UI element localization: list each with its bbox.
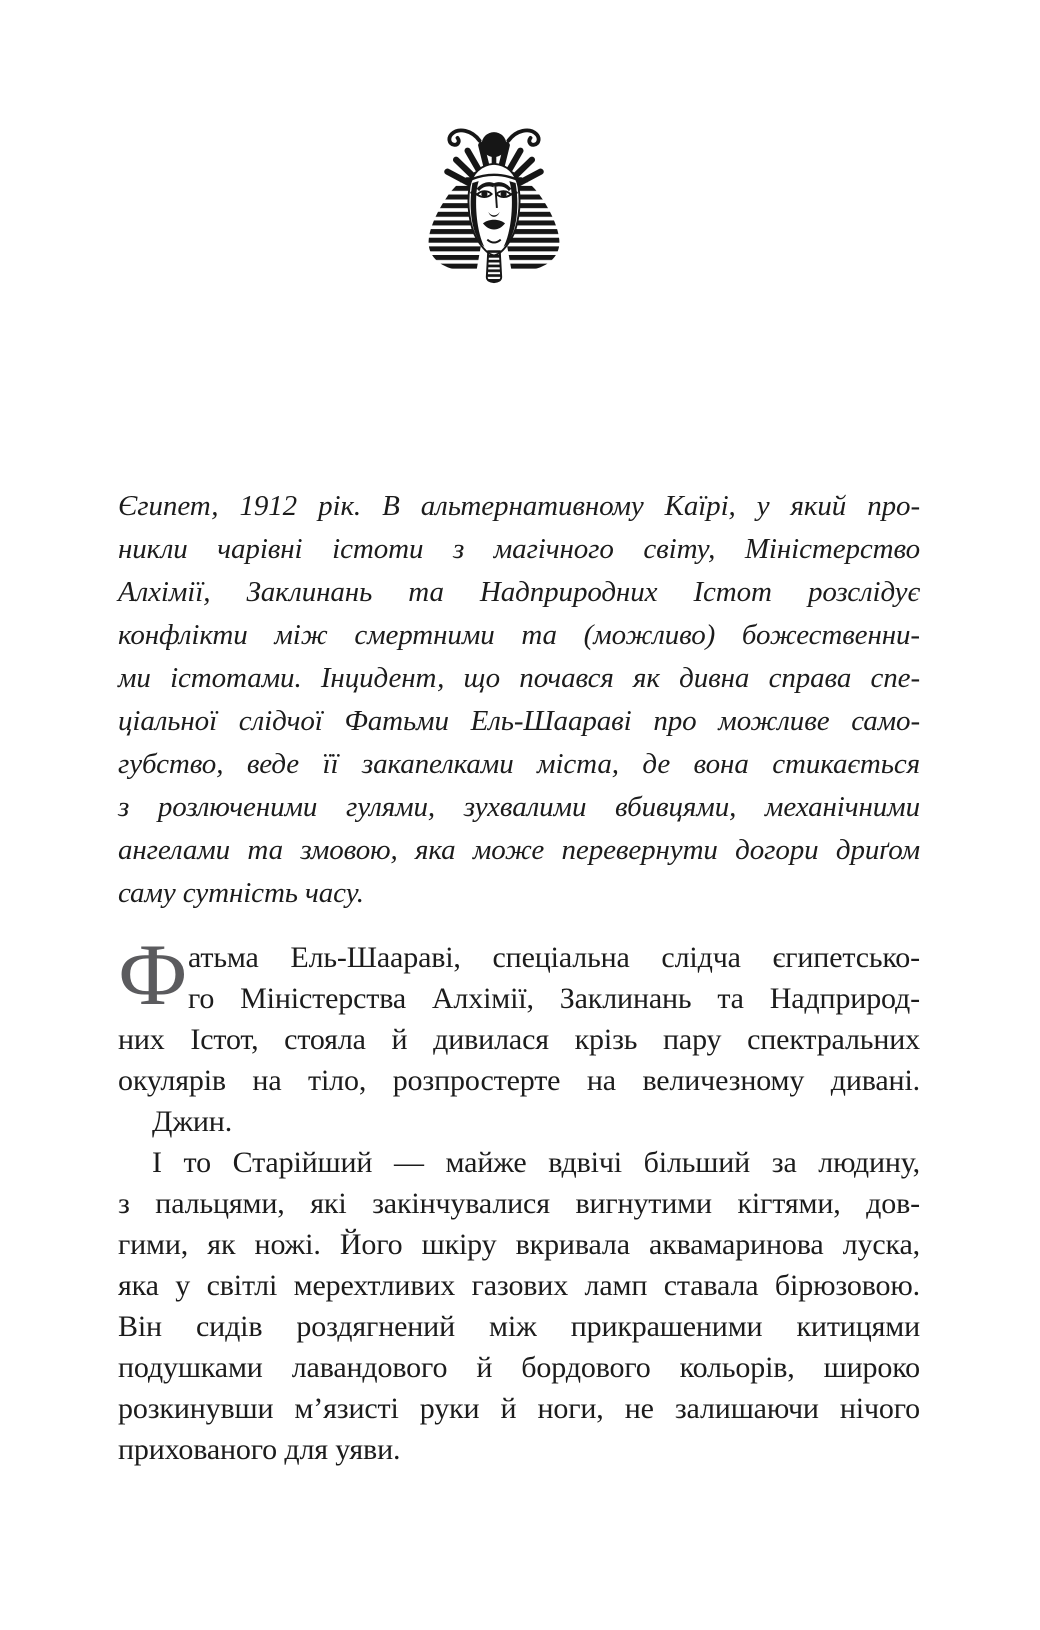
body-text-line: гими, як ножі. Його шкіру вкривала аквамаринова луска, [118,1228,920,1261]
body-text-line: го Міністерства Алхімії, Заклинань та Надприрод- [188,982,920,1015]
epigraph-line: никли чарівні істоти з магічного світу, Міністерство [118,533,920,565]
body-text-line: яка у світлі мерехтливих газових ламп ставала бірюзовою. [118,1269,920,1302]
body-text-line: І то Старійший — майже вдвічі більший за людину, [152,1146,920,1179]
epigraph-line: ми істотами. Інцидент, що почався як дивна справа спе- [118,662,920,694]
body-text-line: Джин. [152,1105,233,1138]
epigraph-line: саму сутність часу. [118,877,364,909]
pharaoh-mask-icon [422,125,566,289]
epigraph [118,485,920,915]
epigraph-line: ангелами та змовою, яка може перевернути догори дриґом [118,834,920,866]
body-text-line: з пальцями, які закінчувалися вигнутими кігтями, дов- [118,1187,920,1220]
epigraph-line: Алхімії, Заклинань та Надприродних Істот розслідує [118,576,920,608]
body-text-line: атьма Ель-Шаараві, спеціальна слідча єгипетсько- [188,941,920,974]
body-text-line: Він сидів роздягнений між прикрашеними китицями [118,1310,920,1343]
body-text-line: них Істот, стояла й дивилася крізь пару спектральних [118,1023,920,1056]
epigraph-line: губство, веде її закапелками міста, де вона стикається [118,748,920,780]
epigraph-line: Єгипет, 1912 рік. В альтернативному Каїрі, у який про- [118,490,920,522]
epigraph-line: ціальної слідчої Фатьми Ель-Шаараві про можливе само- [118,705,920,737]
epigraph-line: з розлюченими гулями, зухвалими вбивцями, механічними [118,791,920,823]
drop-cap: Ф [118,927,188,1024]
body-text-line: прихованого для уяви. [118,1433,401,1466]
epigraph-line: конфлікти між смертними та (можливо) божественни- [118,619,920,651]
publisher-logo [422,125,566,289]
body-text-line: подушками лавандового й бордового кольорів, широко [118,1351,920,1384]
body-text-line: окулярів на тіло, розпростерте на величезному дивані. [118,1064,920,1097]
body-text-line: розкинувши м’язисті руки й ноги, не залишаючи нічого [118,1392,920,1425]
chapter-text [118,927,920,1470]
